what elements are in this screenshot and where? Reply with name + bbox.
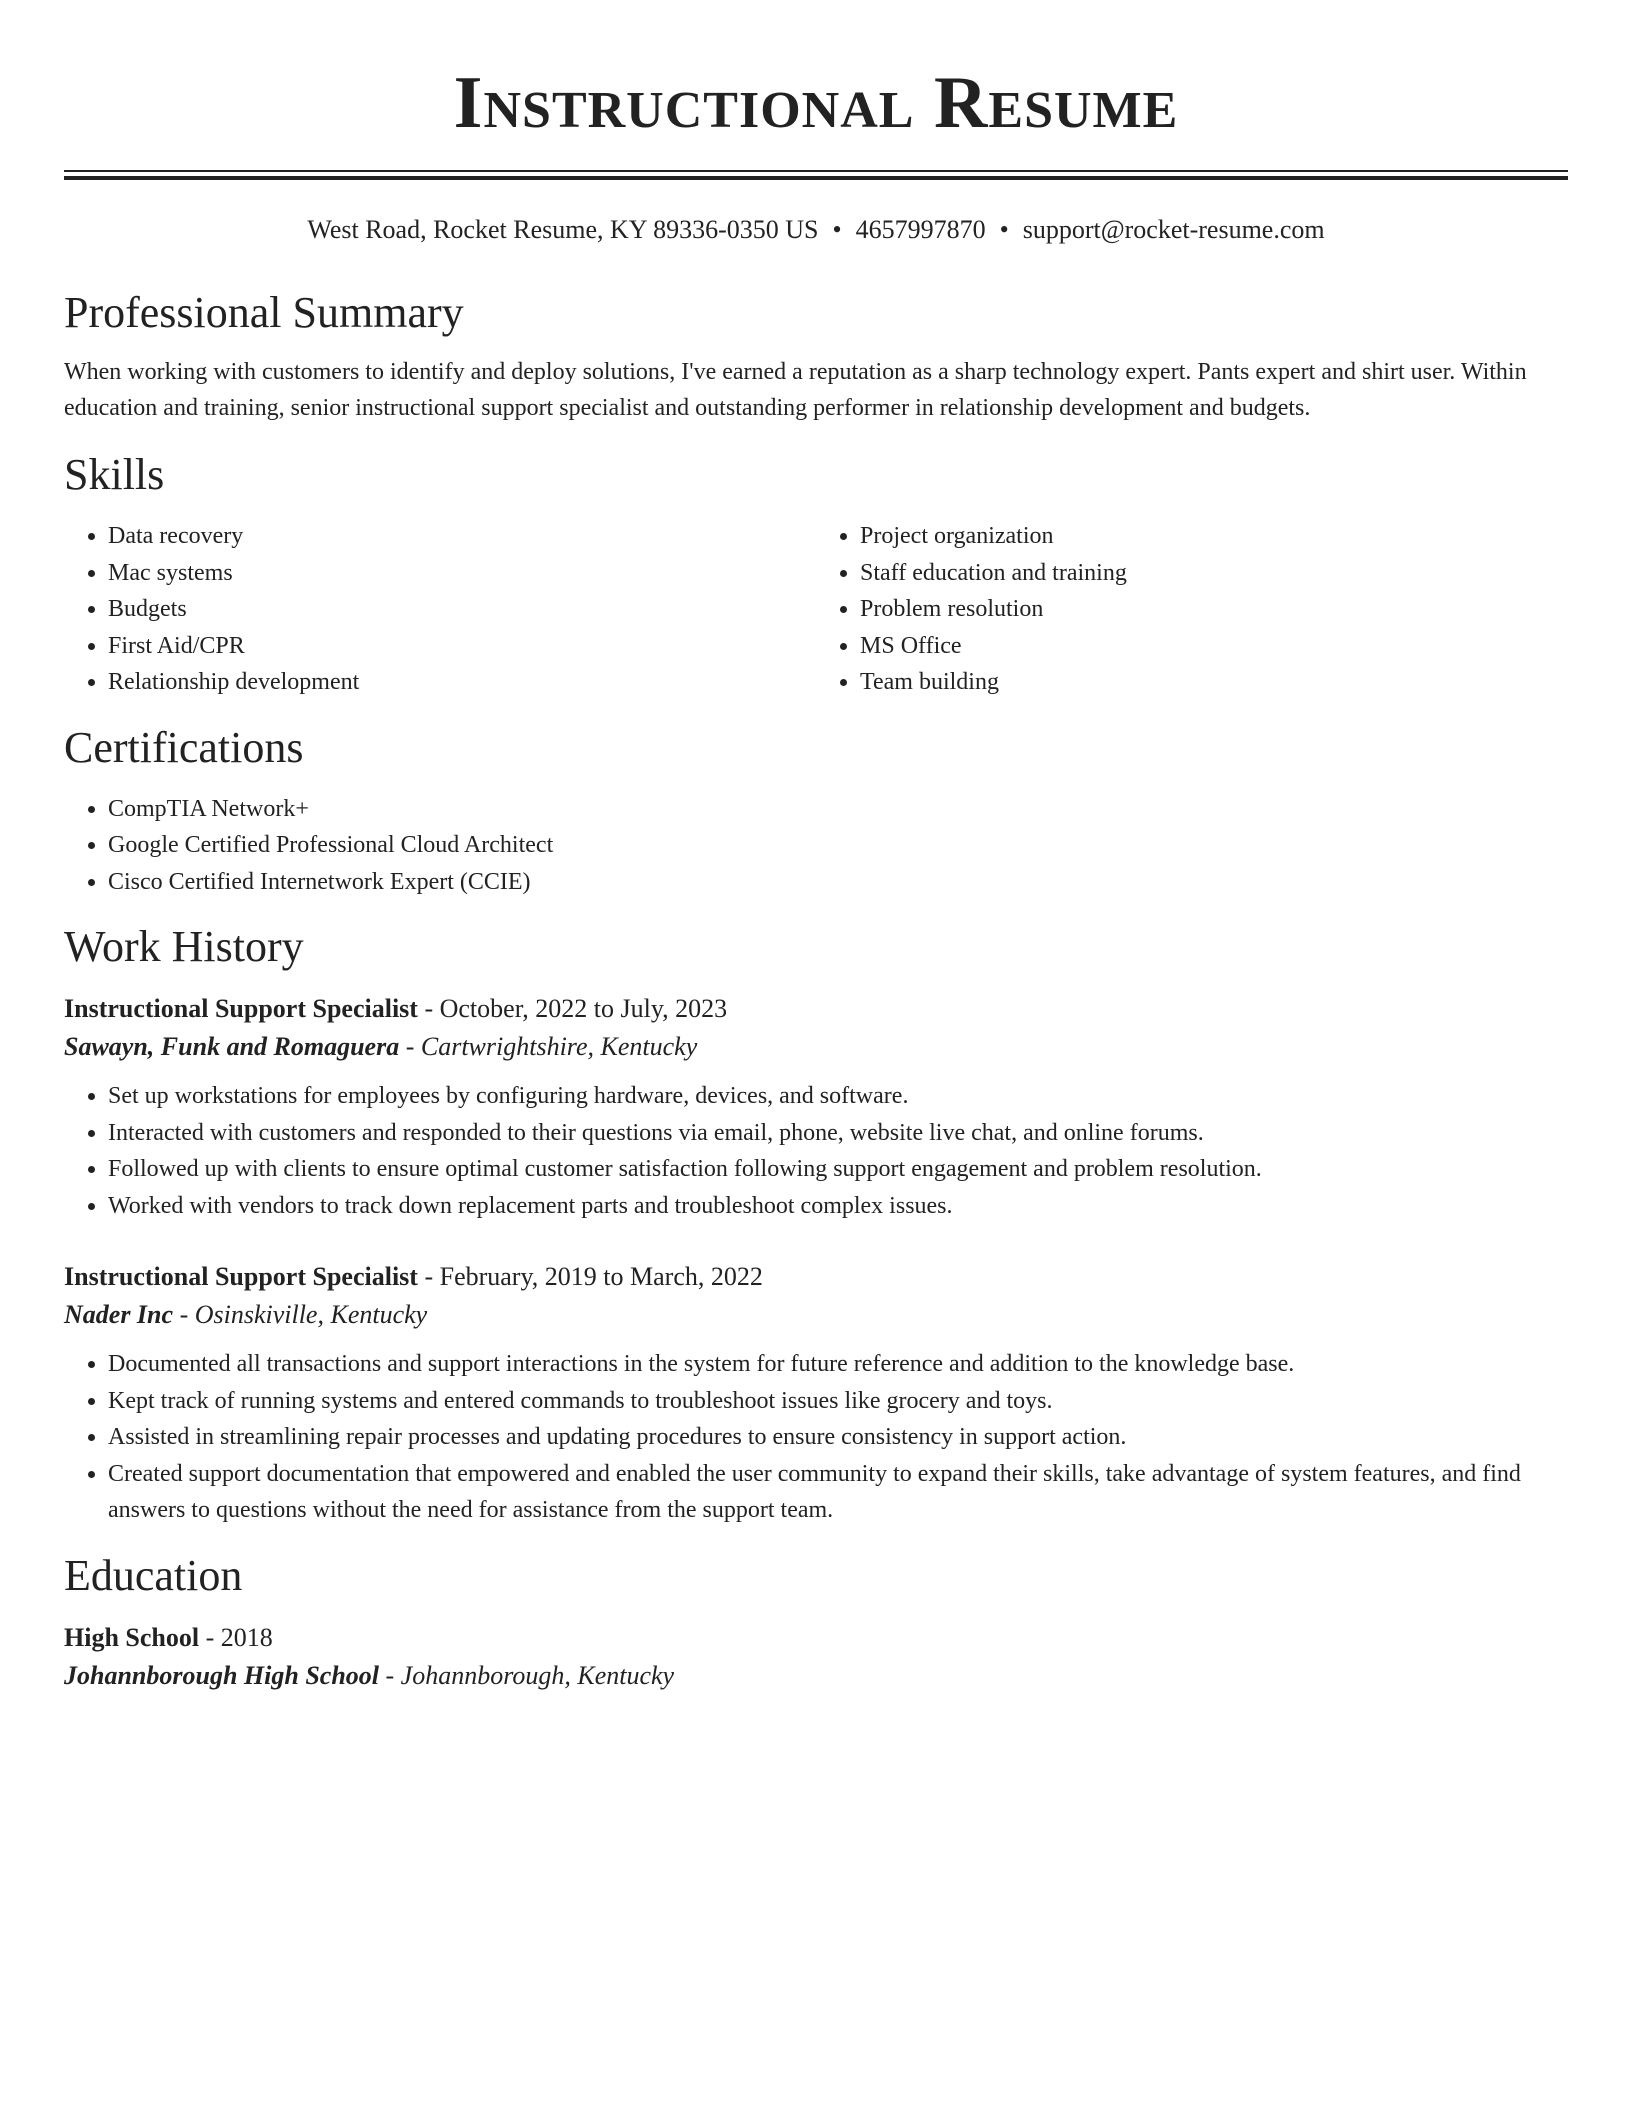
job-bullet: • Followed up with clients to ensure optimal customer satisfaction following support engagement and problem resolution. <box>108 1151 1568 1188</box>
job-header <box>64 1258 1568 1296</box>
job-employer <box>64 1028 1568 1066</box>
job-dates: - October, 2022 to July, 2023 <box>424 994 728 1023</box>
education-institution <box>64 1657 1568 1695</box>
summary-section <box>64 286 1568 426</box>
education-year: - 2018 <box>205 1622 273 1652</box>
skill-item: • First Aid/CPR <box>108 628 816 665</box>
certifications-list <box>64 791 1568 901</box>
job-bullet: • Kept track of running systems and entered commands to troubleshoot issues like grocery and toys. <box>108 1383 1568 1420</box>
contact-separator: • <box>999 215 1009 244</box>
contact-line <box>64 214 1568 246</box>
work-history-section <box>64 920 1568 1529</box>
job-title: Instructional Support Specialist <box>64 1262 418 1291</box>
certifications-heading: Certifications <box>64 722 304 772</box>
job-header <box>64 990 1568 1028</box>
job-company: Sawayn, Funk and Romaguera <box>64 1032 400 1061</box>
job-entry <box>64 1258 1568 1529</box>
job-employer <box>64 1296 1568 1334</box>
job-bullet: • Worked with vendors to track down replacement parts and troubleshoot complex issues. <box>108 1188 1568 1225</box>
skills-grid <box>64 518 1568 701</box>
job-bullet: • Documented all transactions and support interactions in the system for future reference and addition to the knowledge base. <box>108 1346 1568 1383</box>
title-divider <box>64 170 1568 180</box>
skills-list-right <box>816 518 1568 701</box>
job-bullet: • Interacted with customers and responded to their questions via email, phone, website live chat, and online forums. <box>108 1115 1568 1152</box>
job-bullets <box>64 1346 1568 1529</box>
summary-text: When working with customers to identify and deploy solutions, I've earned a reputation as a sharp technology expert. Pants expert and shirt user. Within education and training, senior instructional support specialist and outstanding performer in relationship development and budgets. <box>64 359 1527 421</box>
job-bullet: • Set up workstations for employees by configuring hardware, devices, and software. <box>108 1078 1568 1115</box>
skill-item: • Budgets <box>108 591 816 628</box>
skill-item: • Data recovery <box>108 518 816 555</box>
contact-email: support@rocket-resume.com <box>1022 215 1325 244</box>
skill-item: • MS Office <box>860 628 1568 665</box>
certification-item: • Cisco Certified Internetwork Expert (CCIE) <box>108 864 1568 901</box>
skill-item: • Relationship development <box>108 664 816 701</box>
skills-list-left <box>64 518 816 701</box>
certification-item: • CompTIA Network+ <box>108 791 1568 828</box>
education-section <box>64 1549 1568 1695</box>
education-location: - Johannborough, Kentucky <box>385 1660 675 1690</box>
job-location: - Cartwrightshire, Kentucky <box>405 1032 698 1061</box>
job-bullets <box>64 1078 1568 1224</box>
skills-heading: Skills <box>64 450 165 499</box>
skill-item: • Project organization <box>860 518 1568 555</box>
job-bullet: • Assisted in streamlining repair processes and updating procedures to ensure consistency in support action. <box>108 1419 1568 1456</box>
skill-item: • Team building <box>860 664 1568 701</box>
skill-item: • Mac systems <box>108 555 816 592</box>
job-company: Nader Inc <box>64 1300 174 1329</box>
job-bullet: • Created support documentation that empowered and enabled the user community to expand their skills, take advantage of system features, and find answers to questions without the need for assistance from the support team. <box>108 1456 1568 1529</box>
education-entry <box>64 1619 1568 1695</box>
job-entry <box>64 990 1568 1224</box>
job-title: Instructional Support Specialist <box>64 994 418 1023</box>
skill-item: • Staff education and training <box>860 555 1568 592</box>
education-header <box>64 1619 1568 1657</box>
work-history-heading: Work History <box>64 922 304 971</box>
skills-section <box>64 448 1568 701</box>
contact-phone: 4657997870 <box>855 215 986 244</box>
skill-item: • Problem resolution <box>860 591 1568 628</box>
education-degree: High School <box>64 1622 200 1652</box>
job-location: - Osinskiville, Kentucky <box>179 1300 428 1329</box>
certification-item: • Google Certified Professional Cloud Architect <box>108 827 1568 864</box>
education-heading: Education <box>64 1550 243 1600</box>
summary-heading: Professional Summary <box>64 288 464 337</box>
contact-separator: • <box>832 215 842 244</box>
job-dates: - February, 2019 to March, 2022 <box>424 1262 763 1291</box>
resume-title: Instructional Resume <box>453 62 1179 144</box>
certifications-section <box>64 721 1568 901</box>
education-school: Johannborough High School <box>64 1660 380 1690</box>
contact-address: West Road, Rocket Resume, KY 89336-0350 US <box>307 215 819 244</box>
resume-page <box>64 0 1568 1695</box>
